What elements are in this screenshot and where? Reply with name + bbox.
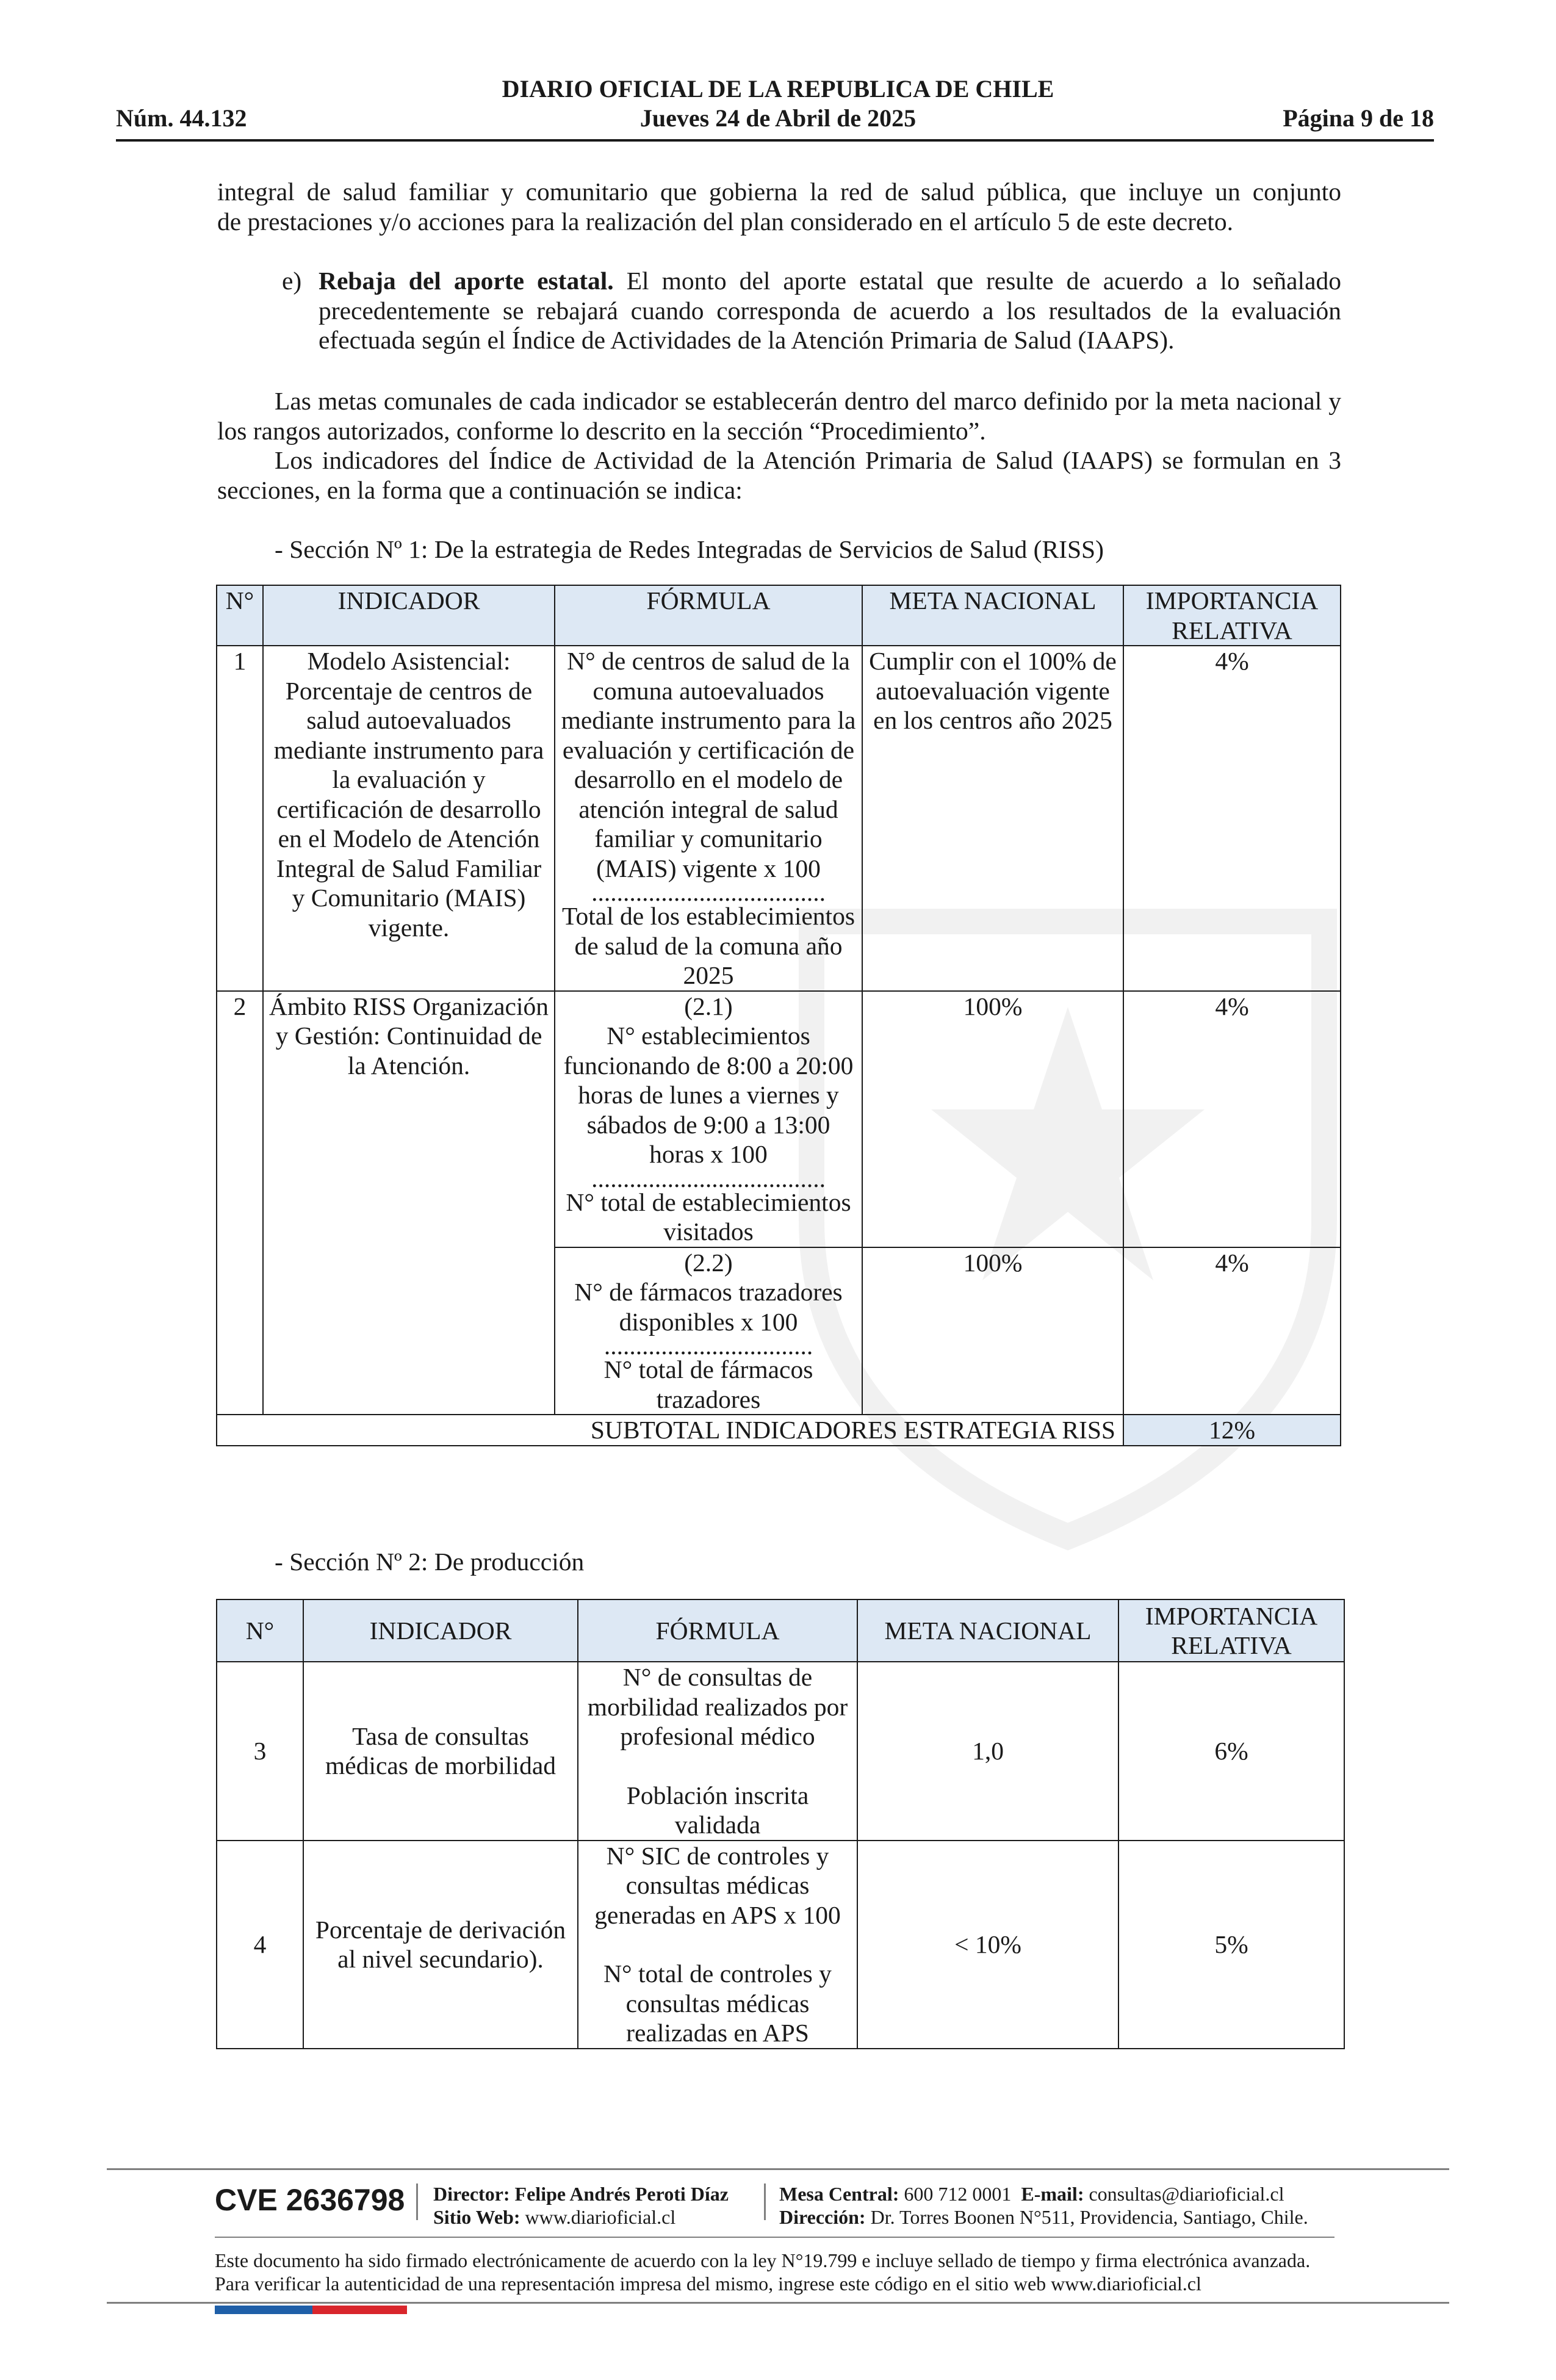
mesa-value: 600 712 0001 <box>904 2183 1012 2205</box>
header-importancia: IMPORTANCIA RELATIVA <box>1123 585 1341 646</box>
importance-cell: 5% <box>1118 1841 1344 2049</box>
item-e-paragraph <box>319 266 1341 355</box>
importance-cell: 4% <box>1123 1247 1341 1415</box>
meta-cell: 100% <box>862 1247 1123 1415</box>
intro-line-2: de prestaciones y/o acciones para la realización del plan considerado en el artículo 5 de este decreto. <box>217 207 1233 236</box>
indicator-cell: Modelo Asistencial: Porcentaje de centros de salud autoevaluados mediante instrumento para la evaluación y certificación de desarrollo en el Modelo de Atención Integral de Salud Familiar y Comunitario (MAIS) vigente. <box>263 646 555 991</box>
table-row <box>217 991 1341 1247</box>
footer-divider <box>764 2183 766 2220</box>
cve-code: CVE 2636798 <box>215 2183 405 2217</box>
importance-cell: 4% <box>1123 991 1341 1247</box>
footer-rule-mid <box>215 2237 1334 2238</box>
importance-cell: 6% <box>1118 1662 1344 1841</box>
header-rule <box>116 139 1434 142</box>
table-1-header-row <box>217 585 1341 646</box>
header-n: N° <box>217 585 263 646</box>
header-n: N° <box>217 1599 303 1662</box>
formula-denominator: N° total de fármacos trazadores <box>603 1355 813 1413</box>
direccion-label: Dirección: <box>779 2206 866 2228</box>
web-label: Sitio Web: <box>433 2206 520 2228</box>
footer-director-block <box>433 2182 729 2229</box>
table-row <box>217 1662 1344 1841</box>
formula-cell <box>555 991 862 1247</box>
newspaper-title: DIARIO OFICIAL DE LA REPUBLICA DE CHILE <box>502 75 1054 103</box>
page-number: Página 9 de 18 <box>1283 104 1434 132</box>
meta-cell: < 10% <box>857 1841 1118 2049</box>
header-importancia: IMPORTANCIA RELATIVA <box>1118 1599 1344 1662</box>
metas-paragraph: Las metas comunales de cada indicador se establecerán dentro del marco definido por la meta nacional y los rangos autorizados, conforme lo descrito en la sección “Procedimiento”. <box>217 387 1341 445</box>
formula-code: (2.1) <box>684 992 733 1020</box>
formula-numerator: N° de fármacos trazadores disponibles x 100 <box>574 1278 843 1336</box>
formula-denominator: N° total de establecimientos visitados <box>566 1188 851 1246</box>
intro-line-1: integral de salud familiar y comunitario que gobierna la red de salud pública, que incluye un conjunto <box>217 178 1341 206</box>
footer-divider <box>416 2183 418 2220</box>
issue-date: Jueves 24 de Abril de 2025 <box>639 104 917 132</box>
footer-contact-block <box>779 2182 1308 2229</box>
meta-cell: 100% <box>862 991 1123 1247</box>
direccion-value: Dr. Torres Boonen N°511, Providencia, Santiago, Chile. <box>870 2206 1308 2228</box>
row-number: 3 <box>217 1662 303 1841</box>
mesa-label: Mesa Central: <box>779 2183 899 2205</box>
formula-numerator: N° SIC de controles y consultas médicas generadas en APS x 100 <box>594 1841 841 1929</box>
row-number: 1 <box>217 646 263 991</box>
formula-separator: ................................. <box>603 1332 813 1360</box>
header-meta-nacional: META NACIONAL <box>857 1599 1118 1662</box>
formula-denominator: Población inscrita validada <box>626 1781 809 1839</box>
section-2-title: - Sección Nº 2: De producción <box>275 1548 585 1576</box>
importance-cell: 4% <box>1123 646 1341 991</box>
header-indicador: INDICADOR <box>263 585 555 646</box>
formula-cell <box>578 1662 857 1841</box>
formula-numerator: N° de consultas de morbilidad realizados por profesional médico <box>587 1663 848 1750</box>
formula-code: (2.2) <box>684 1248 733 1277</box>
subtotal-row <box>217 1415 1341 1446</box>
director-label: Director: <box>433 2183 510 2205</box>
item-e-text: El monto del aporte estatal que resulte de acuerdo a lo señalado precedentemente se rebajará cuando corresponda de acuerdo a los resultados de la evaluación efectuada según el Índice de Actividades de la Atención Primaria de Salud (IAAPS). <box>319 267 1341 354</box>
item-e-heading: Rebaja del aporte estatal. <box>319 267 614 295</box>
table-row <box>217 646 1341 991</box>
legal-notice: Este documento ha sido firmado electrónicamente de acuerdo con la ley N°19.799 e incluye sellado de tiempo y firma electrónica avanzada. Para verificar la autenticidad de una representación impresa del mismo, ingrese este código en el sitio web www.diarioficial.cl <box>215 2249 1311 2295</box>
indicator-cell: Ámbito RISS Organización y Gestión: Continuidad de la Atención. <box>263 991 555 1415</box>
row-number: 2 <box>217 991 263 1415</box>
issue-number: Núm. 44.132 <box>116 104 247 132</box>
table-section-2 <box>216 1599 1345 2049</box>
intro-paragraph <box>217 177 1341 236</box>
email-label: E-mail: <box>1021 2183 1084 2205</box>
email-link[interactable]: consultas@diarioficial.cl <box>1089 2183 1284 2205</box>
indicadores-paragraph: Los indicadores del Índice de Actividad de la Atención Primaria de Salud (IAAPS) se formulan en 3 secciones, en la forma que a continuación se indica: <box>217 446 1341 504</box>
section-1-title: - Sección Nº 1: De la estrategia de Redes Integradas de Servicios de Salud (RISS) <box>275 535 1104 563</box>
director-name: Felipe Andrés Peroti Díaz <box>514 2183 729 2205</box>
flag-stripe-red <box>312 2306 407 2314</box>
subtotal-label: SUBTOTAL INDICADORES ESTRATEGIA RISS <box>217 1415 1123 1446</box>
item-e-marker: e) <box>282 267 302 295</box>
header-indicador: INDICADOR <box>303 1599 578 1662</box>
table-section-1 <box>216 585 1341 1446</box>
formula-cell <box>555 1247 862 1415</box>
formula-numerator: N° de centros de salud de la comuna autoevaluados mediante instrumento para la evaluación y certificación de desarrollo en el modelo de atención integral de salud familiar y comunitario (MAIS) vigente x 100 <box>561 647 856 882</box>
formula-denominator: Total de los establecimientos de salud de la comuna año 2025 <box>562 902 855 989</box>
meta-cell: 1,0 <box>857 1662 1118 1841</box>
formula-gap <box>582 1930 853 1959</box>
subtotal-value: 12% <box>1123 1415 1341 1446</box>
footer-rule-bottom <box>107 2302 1449 2304</box>
formula-cell <box>578 1841 857 2049</box>
formula-cell <box>555 646 862 991</box>
footer-rule-top <box>107 2168 1449 2170</box>
formula-gap <box>582 1751 853 1781</box>
row-number: 4 <box>217 1841 303 2049</box>
formula-denominator: N° total de controles y consultas médicas realizadas en APS <box>603 1960 832 2047</box>
meta-cell: Cumplir con el 100% de autoevaluación vigente en los centros año 2025 <box>862 646 1123 991</box>
header-meta-nacional: META NACIONAL <box>862 585 1123 646</box>
formula-separator: ..................................... <box>591 878 826 906</box>
table-row <box>217 1841 1344 2049</box>
table-2-header-row <box>217 1599 1344 1662</box>
web-link[interactable]: www.diarioficial.cl <box>525 2206 676 2228</box>
flag-stripe-blue <box>215 2306 312 2314</box>
indicator-cell: Tasa de consultas médicas de morbilidad <box>303 1662 578 1841</box>
indicator-cell: Porcentaje de derivación al nivel secundario). <box>303 1841 578 2049</box>
header-formula: FÓRMULA <box>555 585 862 646</box>
formula-separator: ..................................... <box>591 1164 826 1192</box>
header-formula: FÓRMULA <box>578 1599 857 1662</box>
formula-numerator: N° establecimientos funcionando de 8:00 a 20:00 horas de lunes a viernes y sábados de 9:00 a 13:00 horas x 100 <box>563 1022 854 1168</box>
